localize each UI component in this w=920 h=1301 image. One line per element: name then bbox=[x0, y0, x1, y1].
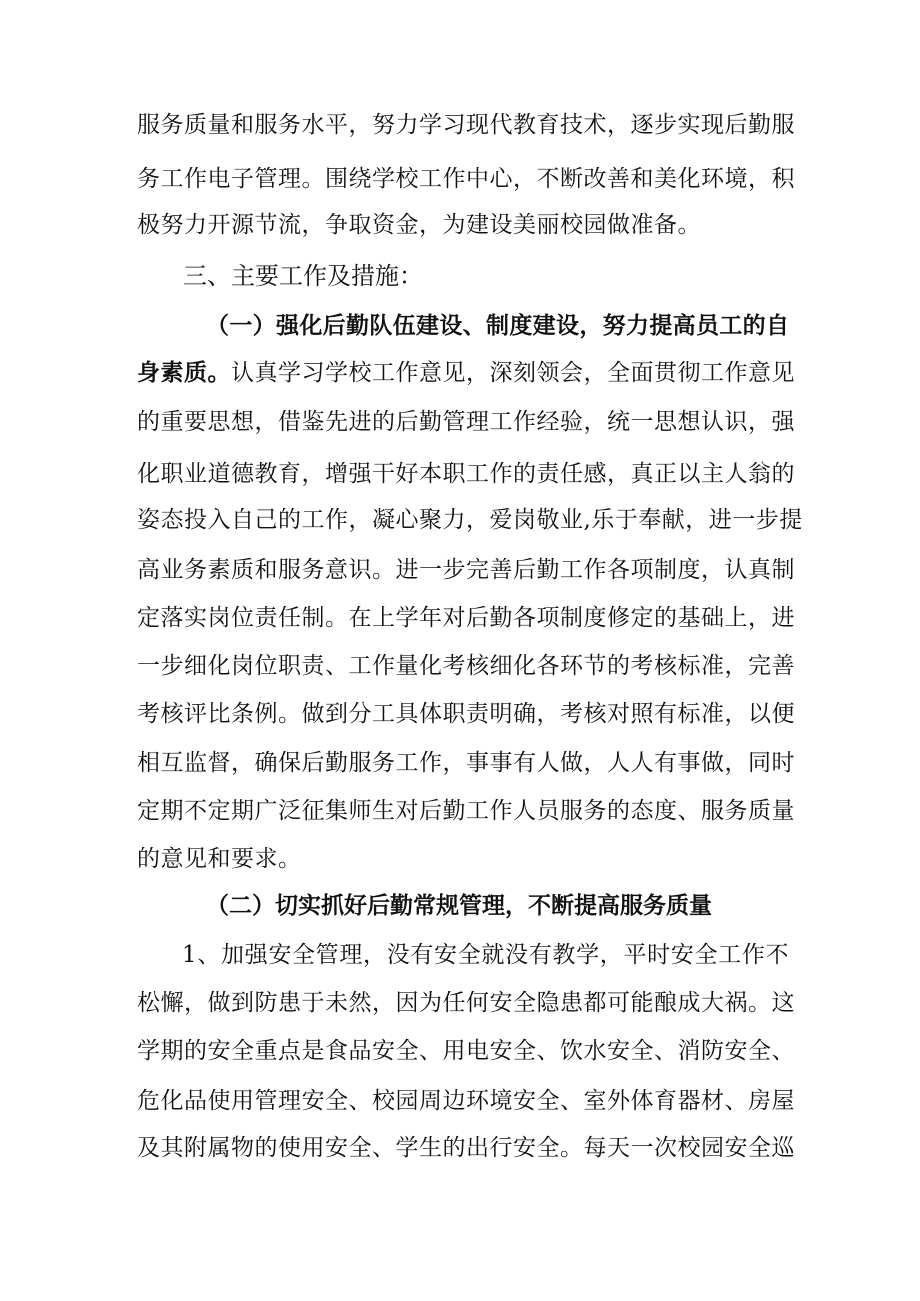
subsection1-heading: （一）强化后勤队伍建设、制度建设，努力提高员工的自 bbox=[206, 312, 789, 339]
subsection1-line-4: 姿态投入自己的工作，凝心聚力，爱岗敬业,乐于奉献，进一步提 bbox=[137, 507, 803, 533]
intro-line-1: 服务质量和服务水平，努力学习现代教育技术，逐步实现后勤服 bbox=[137, 112, 795, 138]
subsection1-line-6: 定落实岗位责任制。在上学年对后勤各项制度修定的基础上，进 bbox=[137, 605, 795, 631]
subsection1-line-11: 的意见和要求。 bbox=[137, 846, 302, 872]
subsection1-heading-tail: 身素质。 bbox=[137, 359, 231, 386]
subsection2-line-3: 学期的安全重点是食品安全、用电安全、饮水安全、消防安全、 bbox=[137, 1038, 795, 1064]
subsection1-line-7: 一步细化岗位职责、工作量化考核细化各环节的考核标准，完善 bbox=[137, 653, 795, 679]
subsection2-line-1: 1、加强安全管理，没有安全就没有教学，平时安全工作不 bbox=[182, 942, 789, 968]
subsection2-line-5: 及其附属物的使用安全、学生的出行安全。每天一次校园安全巡 bbox=[137, 1135, 795, 1161]
subsection1-line-8: 考核评比条例。做到分工具体职责明确，考核对照有标准，以便 bbox=[137, 701, 795, 727]
subsection1-line-3: 化职业道德教育，增强干好本职工作的责任感，真正以主人翁的 bbox=[137, 461, 795, 487]
section-heading: 三、主要工作及措施： bbox=[183, 262, 423, 290]
subsection1-line-1 bbox=[137, 353, 795, 393]
subsection1-line-10: 定期不定期广泛征集师生对后勤工作人员服务的态度、服务质量 bbox=[137, 798, 795, 824]
intro-line-3: 极努力开源节流，争取资金，为建设美丽校园做准备。 bbox=[137, 212, 701, 238]
subsection2-heading: （二）切实抓好后勤常规管理，不断提高服务质量 bbox=[206, 892, 712, 919]
subsection1-line-5: 高业务素质和服务意识。进一步完善后勤工作各项制度，认真制 bbox=[137, 557, 795, 583]
subsection1-line-2: 的重要思想，借鉴先进的后勤管理工作经验，统一思想认识，强 bbox=[137, 409, 795, 435]
subsection1-line-9: 相互监督，确保后勤服务工作，事事有人做，人人有事做，同时 bbox=[137, 750, 795, 776]
subsection2-line-2: 松懈，做到防患于未然，因为任何安全隐患都可能酿成大祸。这 bbox=[137, 990, 795, 1016]
subsection1-line-1-text: 认真学习学校工作意见，深刻领会，全面贯彻工作意见 bbox=[231, 360, 795, 386]
intro-line-2: 务工作电子管理。围绕学校工作中心，不断改善和美化环境，积 bbox=[137, 166, 795, 192]
subsection2-line-4: 危化品使用管理安全、校园周边环境安全、室外体育器材、房屋 bbox=[137, 1088, 795, 1114]
